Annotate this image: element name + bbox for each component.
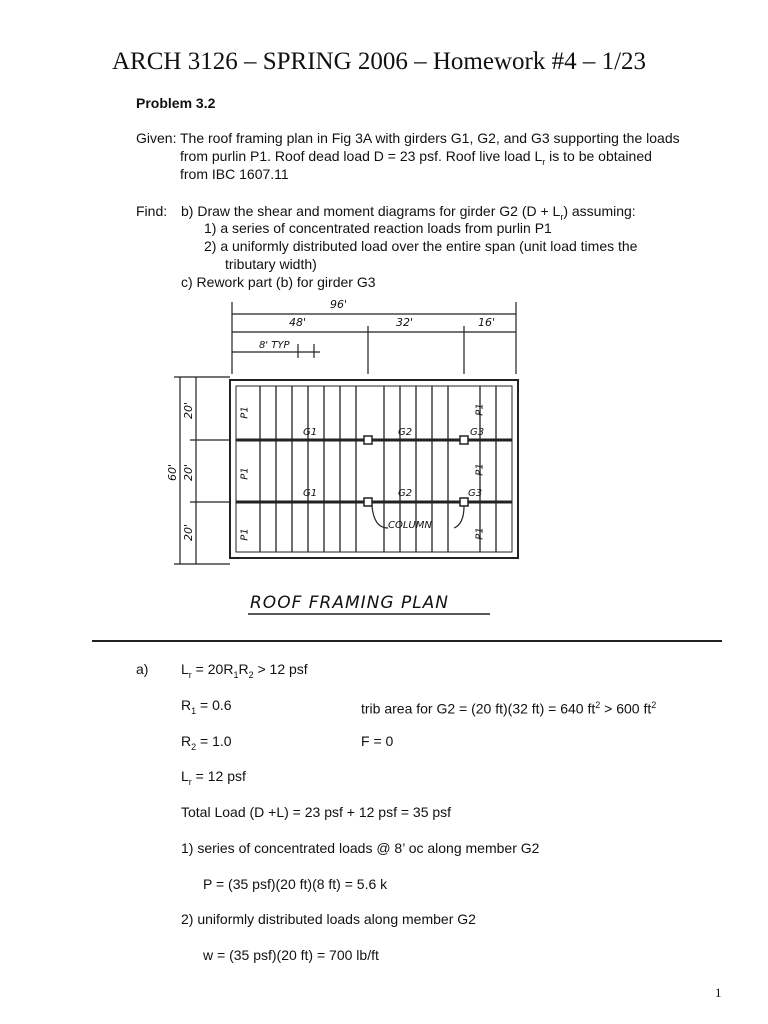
dim-20-bottom: 20' <box>182 523 196 542</box>
find-item-1: 1) a series of concentrated reaction loads from purlin P1 <box>204 220 552 236</box>
lr-a: L <box>181 768 189 784</box>
find-label: Find: <box>136 203 168 219</box>
r2-b: = 1.0 <box>196 733 232 749</box>
dim-60: 60' <box>166 463 180 482</box>
lr-eq-a: L <box>181 661 189 677</box>
r2-a: R <box>181 733 192 749</box>
f-value: F = 0 <box>361 733 394 749</box>
column-label: COLUMN <box>388 520 432 531</box>
page-number: 1 <box>715 985 722 1000</box>
r1-b: = 0.6 <box>196 697 232 713</box>
step-1: 1) series of concentrated loads @ 8’ oc along member G2 <box>181 840 540 856</box>
dim-32: 32' <box>396 316 414 329</box>
page-title: ARCH 3126 – SPRING 2006 – Homework #4 – 1/23 <box>112 48 647 75</box>
distributed-load: w = (35 psf)(20 ft) = 700 lb/ft <box>203 947 379 963</box>
dim-8-typ: 8' TYP <box>259 340 290 351</box>
find-b-b: ) assuming: <box>563 203 636 219</box>
find-item-2: 2) a uniformly distributed load over the entire span (unit load times the <box>204 238 638 254</box>
purlin-label-right-mid: P1 <box>474 463 486 476</box>
given-label: Given: <box>136 130 177 146</box>
point-load: P = (35 psf)(20 ft)(8 ft) = 5.6 k <box>203 876 388 892</box>
lr-eq-s2: 2 <box>248 669 254 680</box>
lr-eq-s1: 1 <box>233 669 239 680</box>
given-line-1: The roof framing plan in Fig 3A with girders G1, G2, and G3 supporting the loads <box>180 130 680 146</box>
purlin-label-left-mid: P1 <box>239 467 251 480</box>
r2-value <box>181 733 232 756</box>
total-load: Total Load (D +L) = 23 psf + 12 psf = 35 psf <box>181 804 452 820</box>
lr-value <box>181 768 246 791</box>
girder-label-g2-top: G2 <box>398 427 413 438</box>
given-line-3: from IBC 1607.11 <box>180 166 289 182</box>
purlin-label-left-top: P1 <box>239 406 251 419</box>
problem-heading: Problem 3.2 <box>136 95 216 111</box>
find-item-2-cont: tributary width) <box>225 256 317 272</box>
lr-b: = 12 psf <box>191 768 246 784</box>
dim-20-mid: 20' <box>182 463 196 482</box>
girder-label-g1-bottom: G1 <box>303 488 318 499</box>
figure-caption: ROOF FRAMING PLAN <box>250 593 450 613</box>
lr-eq-d: > 12 psf <box>253 661 308 677</box>
girder-label-g2-bottom: G2 <box>398 488 413 499</box>
purlin-label-left-bottom: P1 <box>239 528 251 541</box>
purlin-label-right-bottom: P1 <box>474 527 486 540</box>
lr-eq-b: = 20R <box>191 661 234 677</box>
find-c: c) Rework part (b) for girder G3 <box>181 274 376 290</box>
r1-a: R <box>181 697 192 713</box>
dim-48: 48' <box>289 316 307 329</box>
part-a-label: a) <box>136 661 149 677</box>
given-line-2-sub: r <box>542 156 546 167</box>
lr-equation <box>181 661 308 684</box>
roof-framing-plan-drawing <box>150 292 560 622</box>
step-2: 2) uniformly distributed loads along member G2 <box>181 911 476 927</box>
given-line-2a: from purlin P1. Roof dead load D = 23 psf. Roof live load L <box>180 148 543 164</box>
trib-b: > 600 ft <box>600 700 652 717</box>
lr-sub: r <box>188 776 192 787</box>
trib-area <box>361 697 656 718</box>
girder-label-g1-top: G1 <box>303 427 318 438</box>
purlin-label-right-top: P1 <box>474 403 486 416</box>
lr-eq-sub: r <box>188 669 192 680</box>
section-divider <box>92 640 722 642</box>
dim-total-width: 96' <box>330 298 348 311</box>
trib-a: trib area for G2 = (20 ft)(32 ft) = 640 ft <box>361 700 596 717</box>
r1-value <box>181 697 232 720</box>
lr-eq-c: R <box>238 661 249 677</box>
r2-sub: 2 <box>191 741 197 752</box>
given-line-2b: is to be obtained <box>545 148 652 164</box>
trib-sup1: 2 <box>595 700 601 710</box>
find-b-sub: r <box>560 211 564 222</box>
trib-sup2: 2 <box>651 700 657 710</box>
find-b-a: b) Draw the shear and moment diagrams for girder G2 (D + L <box>181 203 561 219</box>
girder-label-g3-bottom: G3 <box>468 488 483 499</box>
girder-label-g3-top: G3 <box>470 427 485 438</box>
dim-16: 16' <box>478 316 496 329</box>
dim-20-top: 20' <box>182 401 196 420</box>
r1-sub: 1 <box>191 705 197 716</box>
